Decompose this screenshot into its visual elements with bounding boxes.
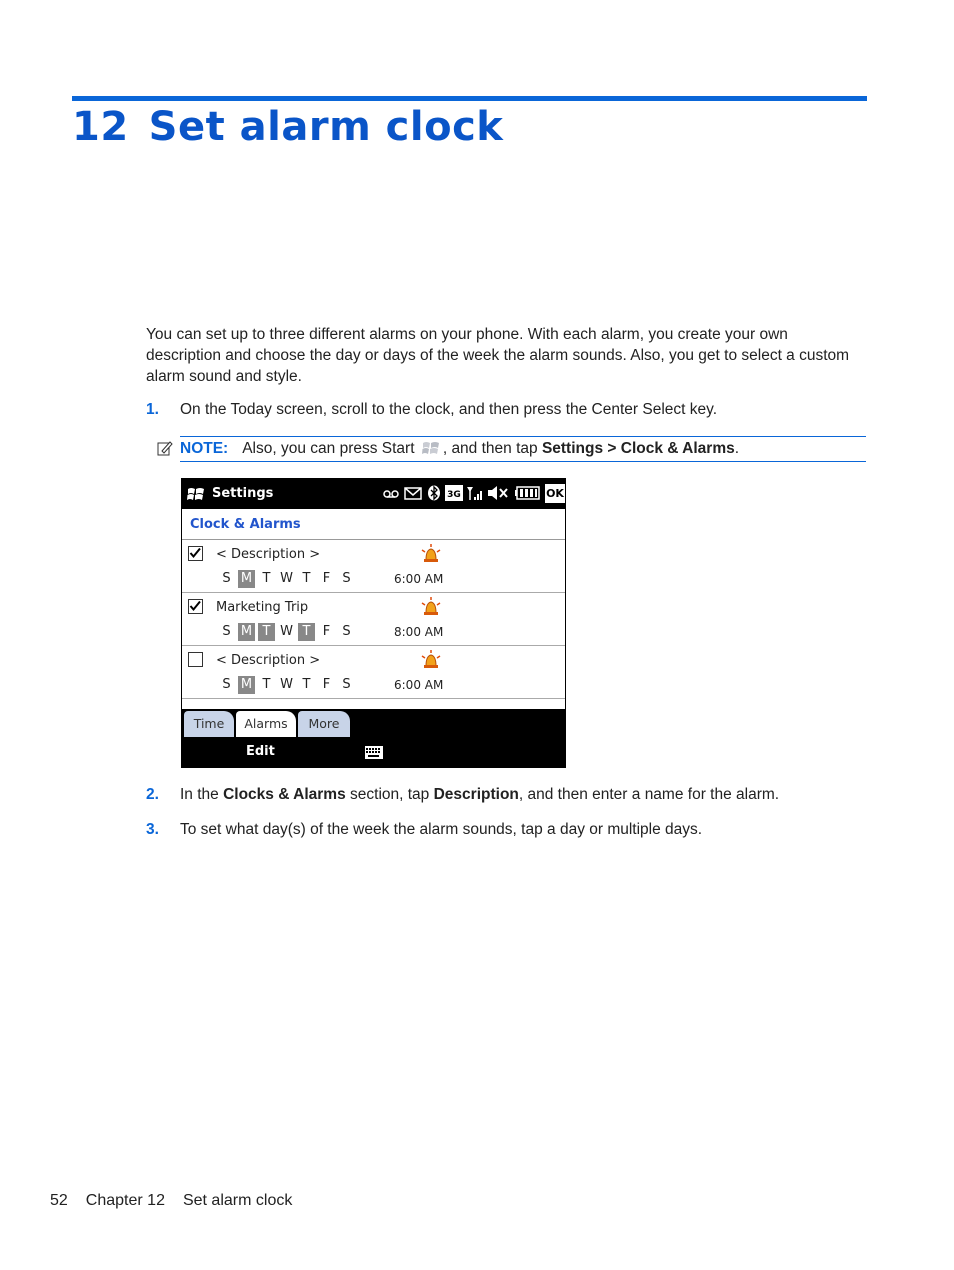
device-title: Settings bbox=[212, 486, 274, 501]
day-toggle[interactable]: M bbox=[238, 570, 255, 588]
day-selector bbox=[218, 676, 358, 694]
keyboard-icon[interactable] bbox=[364, 745, 384, 760]
day-toggle[interactable]: S bbox=[342, 571, 351, 586]
note-settings-path: Settings > Clock & Alarms bbox=[541, 440, 735, 457]
step-text: On the Today screen, scroll to the clock, and then press the Center Select key. bbox=[180, 401, 718, 418]
device-screenshot bbox=[181, 478, 566, 768]
day-toggle[interactable]: T bbox=[262, 677, 271, 692]
step-2 bbox=[146, 786, 779, 804]
day-toggle[interactable]: M bbox=[238, 623, 255, 641]
edit-softkey[interactable]: Edit bbox=[246, 744, 275, 759]
bluetooth-icon bbox=[427, 485, 441, 501]
page-footer bbox=[50, 1192, 310, 1210]
note-label: NOTE: bbox=[180, 440, 229, 457]
tab-time[interactable]: Time bbox=[184, 711, 234, 737]
page-number: 52 bbox=[50, 1192, 68, 1209]
step-bold-description: Description bbox=[433, 786, 519, 803]
note-text-mid: , and then tap bbox=[442, 440, 542, 457]
battery-icon bbox=[515, 485, 541, 501]
alarm-checkbox[interactable] bbox=[188, 599, 203, 614]
day-toggle[interactable]: S bbox=[342, 677, 351, 692]
day-toggle[interactable]: T bbox=[302, 677, 311, 692]
menu-bar bbox=[182, 739, 565, 767]
day-toggle[interactable]: S bbox=[342, 624, 351, 639]
step-1 bbox=[146, 401, 717, 419]
footer-chapter: Chapter 12 bbox=[85, 1192, 165, 1209]
windows-start-icon bbox=[421, 440, 441, 456]
windows-flag-icon[interactable] bbox=[186, 486, 206, 502]
voicemail-icon bbox=[382, 485, 400, 501]
alarm-time[interactable]: 6:00 AM bbox=[394, 572, 444, 586]
alarm-time[interactable]: 6:00 AM bbox=[394, 678, 444, 692]
step-number: 3. bbox=[146, 821, 159, 838]
alarm-row[interactable] bbox=[182, 540, 565, 593]
section-title: Clock & Alarms bbox=[190, 517, 301, 532]
email-icon bbox=[404, 485, 422, 501]
note-text-pre: Also, you can press Start bbox=[242, 440, 419, 457]
note-text-post: . bbox=[734, 440, 740, 457]
step-bold-clocks: Clocks & Alarms bbox=[223, 786, 346, 803]
day-toggle[interactable]: S bbox=[222, 677, 231, 692]
chapter-number: 12 bbox=[72, 104, 129, 150]
day-toggle[interactable]: F bbox=[322, 677, 331, 692]
day-toggle[interactable]: T bbox=[258, 623, 275, 641]
volume-mute-icon bbox=[487, 485, 509, 501]
step-number: 2. bbox=[146, 786, 159, 803]
intro-paragraph: You can set up to three different alarms on your phone. With each alarm, you create your own description and choose the day or days of the week the alarm sounds. Also, you get to select a custom alarm sound and style. bbox=[146, 326, 850, 385]
day-toggle[interactable]: W bbox=[280, 571, 293, 586]
step-number: 1. bbox=[146, 401, 159, 418]
day-toggle[interactable]: W bbox=[280, 677, 293, 692]
day-toggle[interactable]: M bbox=[238, 676, 255, 694]
alarm-time[interactable]: 8:00 AM bbox=[394, 625, 444, 639]
step-text: To set what day(s) of the week the alarm sounds, tap a day or multiple days. bbox=[180, 821, 703, 838]
alarm-row[interactable] bbox=[182, 593, 565, 646]
step-text-pre: In the bbox=[180, 786, 224, 803]
alarm-row[interactable] bbox=[182, 646, 565, 699]
alarm-bell-icon[interactable] bbox=[420, 650, 442, 670]
note-icon bbox=[157, 440, 173, 456]
step-3 bbox=[146, 821, 702, 839]
step-text-mid: section, tap bbox=[345, 786, 434, 803]
alarm-description[interactable]: < Description > bbox=[216, 547, 321, 562]
tab-bar bbox=[182, 709, 565, 739]
day-toggle[interactable]: F bbox=[322, 571, 331, 586]
day-toggle[interactable]: S bbox=[222, 571, 231, 586]
section-header bbox=[182, 509, 565, 540]
3g-icon bbox=[445, 485, 463, 501]
step-text-post: , and then enter a name for the alarm. bbox=[518, 786, 780, 803]
alarm-bell-icon[interactable] bbox=[420, 597, 442, 617]
alarm-description[interactable]: < Description > bbox=[216, 653, 321, 668]
svg-text:3G: 3G bbox=[447, 490, 461, 500]
footer-title: Set alarm clock bbox=[182, 1192, 293, 1209]
day-toggle[interactable]: T bbox=[302, 571, 311, 586]
chapter-title-text: Set alarm clock bbox=[148, 104, 504, 150]
alarm-checkbox[interactable] bbox=[188, 546, 203, 561]
chapter-rule bbox=[72, 96, 867, 101]
day-toggle[interactable]: W bbox=[280, 624, 293, 639]
tab-alarms[interactable]: Alarms bbox=[236, 711, 296, 737]
chapter-title bbox=[72, 104, 503, 150]
alarm-bell-icon[interactable] bbox=[420, 544, 442, 564]
day-toggle[interactable]: T bbox=[262, 571, 271, 586]
ok-button[interactable]: OK bbox=[545, 484, 565, 503]
day-selector bbox=[218, 570, 358, 588]
day-toggle[interactable]: F bbox=[322, 624, 331, 639]
day-toggle[interactable]: T bbox=[298, 623, 315, 641]
signal-icon bbox=[466, 485, 484, 501]
alarm-checkbox[interactable] bbox=[188, 652, 203, 667]
note-box bbox=[180, 436, 866, 462]
tab-more[interactable]: More bbox=[298, 711, 350, 737]
day-selector bbox=[218, 623, 358, 641]
device-title-bar bbox=[182, 479, 565, 509]
day-toggle[interactable]: S bbox=[222, 624, 231, 639]
alarm-description[interactable]: Marketing Trip bbox=[216, 600, 309, 615]
